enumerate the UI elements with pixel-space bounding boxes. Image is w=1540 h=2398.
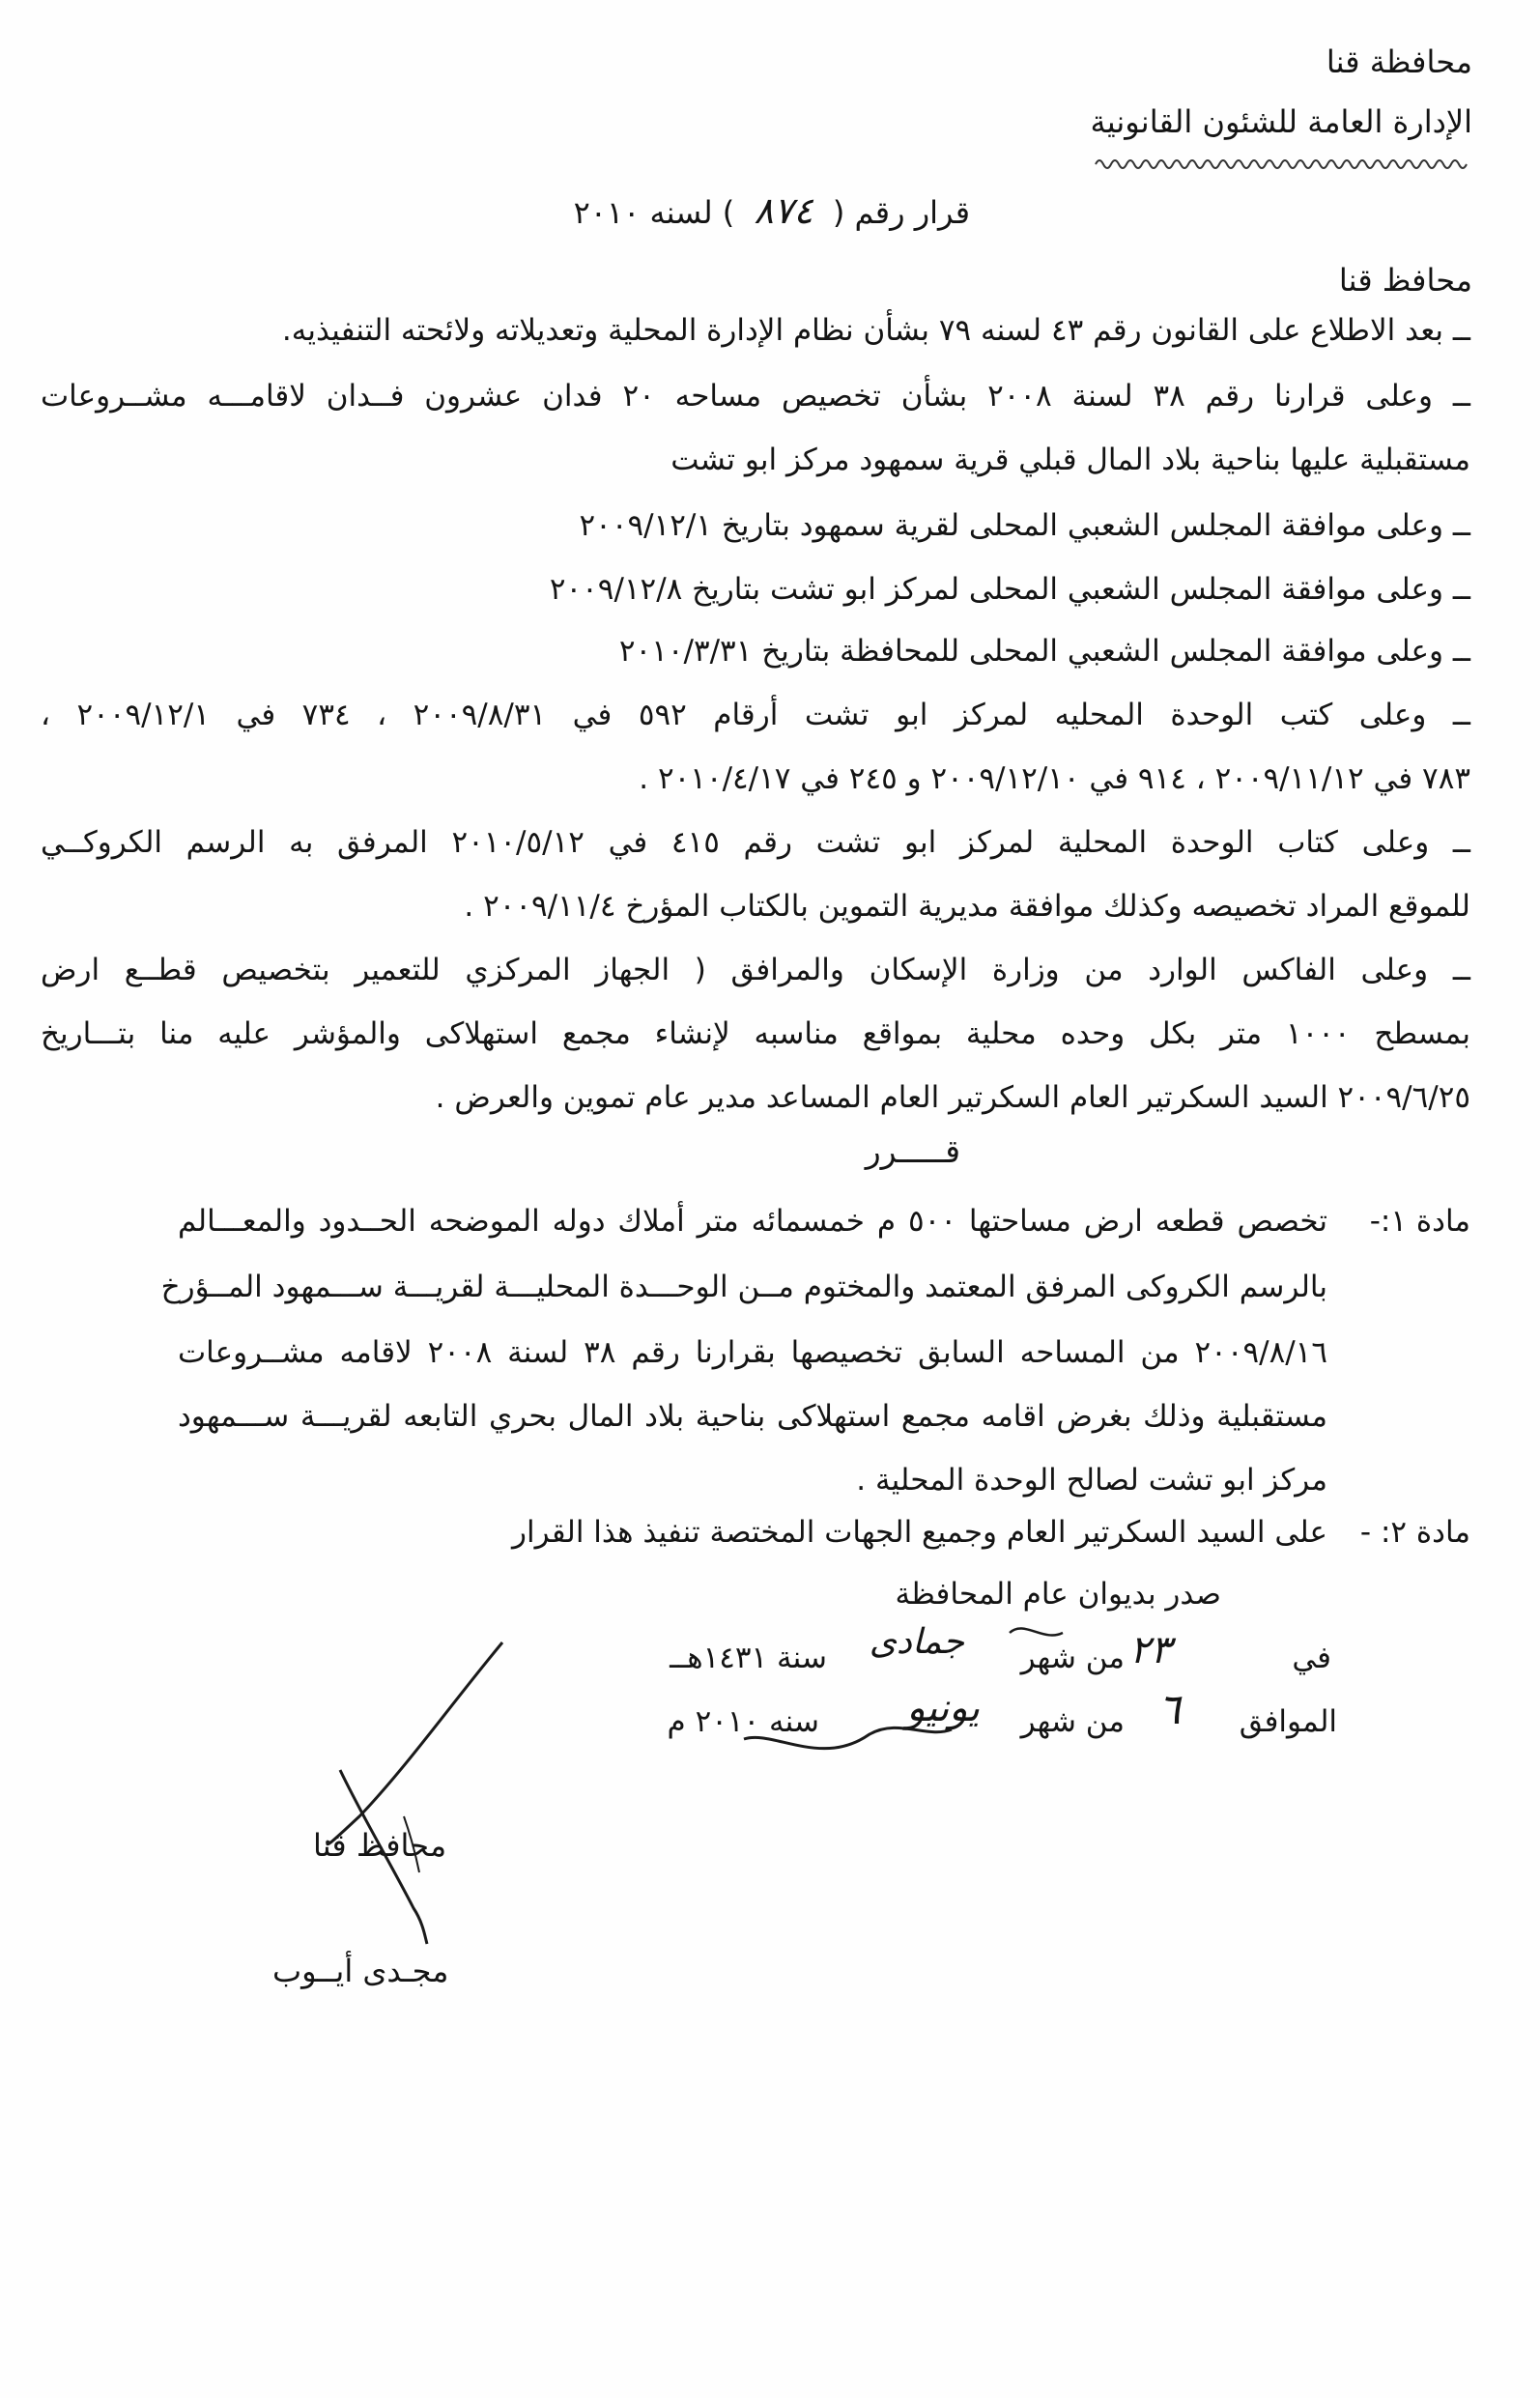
article-2-label: مادة ٢: - <box>1359 1515 1470 1550</box>
article-1-line: تخصص قطعه ارض مساحتها ٥٠٠ م خمسمائه متر أملاك دوله الموضحه الحــدود والمعـــالم <box>178 1204 1328 1239</box>
article-1-line: مستقبلية وذلك بغرض اقامه مجمع استهلاكى بناحية بلاد المال بحري التابعه لقريـــة ســـمهود <box>178 1399 1327 1434</box>
preamble-line: ــ وعلى قرارنا رقم ٣٨ لسنة ٢٠٠٨ بشأن تخصيص مساحه ٢٠ فدان عشرون فــدان لاقامـــه مشــروعات <box>41 379 1470 414</box>
header-underline <box>1094 153 1469 174</box>
gregorian-day: ٦ <box>1157 1685 1181 1734</box>
decision-title <box>574 191 970 232</box>
preamble-line: ــ وعلى كتب الوحدة المحليه لمركز ابو تشت أرقام ٥٩٢ في ٢٠٠٩/٨/٣١ ، ٧٣٤ في ٢٠٠٩/١٢/١ ، <box>41 698 1470 732</box>
hijri-from-month: من شهر <box>1020 1641 1125 1675</box>
corresponding-label: الموافق <box>1239 1704 1337 1739</box>
gregorian-year: سنه ٢٠١٠ م <box>667 1704 819 1739</box>
date-on-label: في <box>1292 1641 1331 1675</box>
preamble-line: ٧٨٣ في ٢٠٠٩/١١/١٢ ، ٩١٤ في ٢٠٠٩/١٢/١٠ و ٢٤٥ في ٢٠١٠/٤/١٧ . <box>639 761 1470 796</box>
preamble-line: ٢٠٠٩/٦/٢٥ السيد السكرتير العام السكرتير العام المساعد مدير عام تموين والعرض . <box>435 1080 1470 1115</box>
preamble-line: ــ وعلى موافقة المجلس الشعبي المحلى لمركز ابو تشت بتاريخ ٢٠٠٩/١٢/٨ <box>549 572 1470 607</box>
preamble-line: مستقبلية عليها بناحية بلاد المال قبلي قرية سمهود مركز ابو تشت <box>670 442 1470 477</box>
gregorian-month: يونيو <box>906 1686 980 1730</box>
decision-title-prefix: قرار رقم ( <box>832 194 970 231</box>
preamble-line: ــ وعلى الفاكس الوارد من وزارة الإسكان والمرافق ( الجهاز المركزي للتعمير بتخصيص قطــع ارض <box>41 953 1470 987</box>
article-1-label: مادة ١:- <box>1369 1204 1470 1239</box>
preamble-line: بمسطح ١٠٠٠ متر بكل وحده محلية بمواقع مناسبه لإنشاء مجمع استهلاكى والمؤشر عليه منا بتـــاريخ <box>41 1016 1470 1051</box>
signature-title: محافظ قنا <box>313 1827 447 1864</box>
preamble-line: للموقع المراد تخصيصه وكذلك موافقة مديرية التموين بالكتاب المؤرخ ٢٠٠٩/١١/٤ . <box>464 889 1470 924</box>
article-1-line: ٢٠٠٩/٨/١٦ من المساحه السابق تخصيصها بقرارنا رقم ٣٨ لسنة ٢٠٠٨ لاقامه مشــروعات <box>178 1335 1327 1370</box>
decision-title-suffix: ) لسنه ٢٠١٠ <box>573 194 735 231</box>
signature-name: مجـدى أيــوب <box>272 1953 449 1989</box>
issued-at: صدر بديوان عام المحافظة <box>895 1577 1221 1612</box>
gregorian-from-month: من شهر <box>1020 1704 1125 1739</box>
preamble-line: ــ وعلى موافقة المجلس الشعبي المحلى للمحافظة بتاريخ ٢٠١٠/٣/٣١ <box>618 634 1470 669</box>
hijri-day: ٢٣ <box>1129 1628 1171 1672</box>
hijri-month: جمادى <box>869 1622 964 1662</box>
decision-number: ٨٧٤ <box>754 189 813 232</box>
article-1-line: بالرسم الكروكى المرفق المعتمد والمختوم مــن الوحـــدة المحليـــة لقريـــة ســـمهود المــؤرخ <box>160 1270 1327 1304</box>
issuer-heading: محافظ قنا <box>1338 262 1472 299</box>
hijri-year: سنة ١٤٣١هــ <box>670 1641 827 1675</box>
department-header: الإدارة العامة للشئون القانونية <box>1090 103 1472 140</box>
preamble-line: ــ وعلى كتاب الوحدة المحلية لمركز ابو تشت رقم ٤١٥ في ٢٠١٠/٥/١٢ المرفق به الرسم الكروكــي <box>41 825 1470 860</box>
preamble-line: ــ وعلى موافقة المجلس الشعبي المحلى لقرية سمهود بتاريخ ٢٠٠٩/١٢/١ <box>579 508 1470 543</box>
article-2-text: على السيد السكرتير العام وجميع الجهات المختصة تنفيذ هذا القرار <box>512 1515 1327 1550</box>
preamble-line: ــ بعد الاطلاع على القانون رقم ٤٣ لسنه ٧٩ بشأن نظام الإدارة المحلية وتعديلاته ولائحته التنفيذيه. <box>281 313 1470 348</box>
governorate-header: محافظة قنا <box>1326 43 1472 80</box>
article-1-line: مركز ابو تشت لصالح الوحدة المحلية . <box>856 1463 1327 1498</box>
decided-heading: قـــــرر <box>865 1132 960 1170</box>
